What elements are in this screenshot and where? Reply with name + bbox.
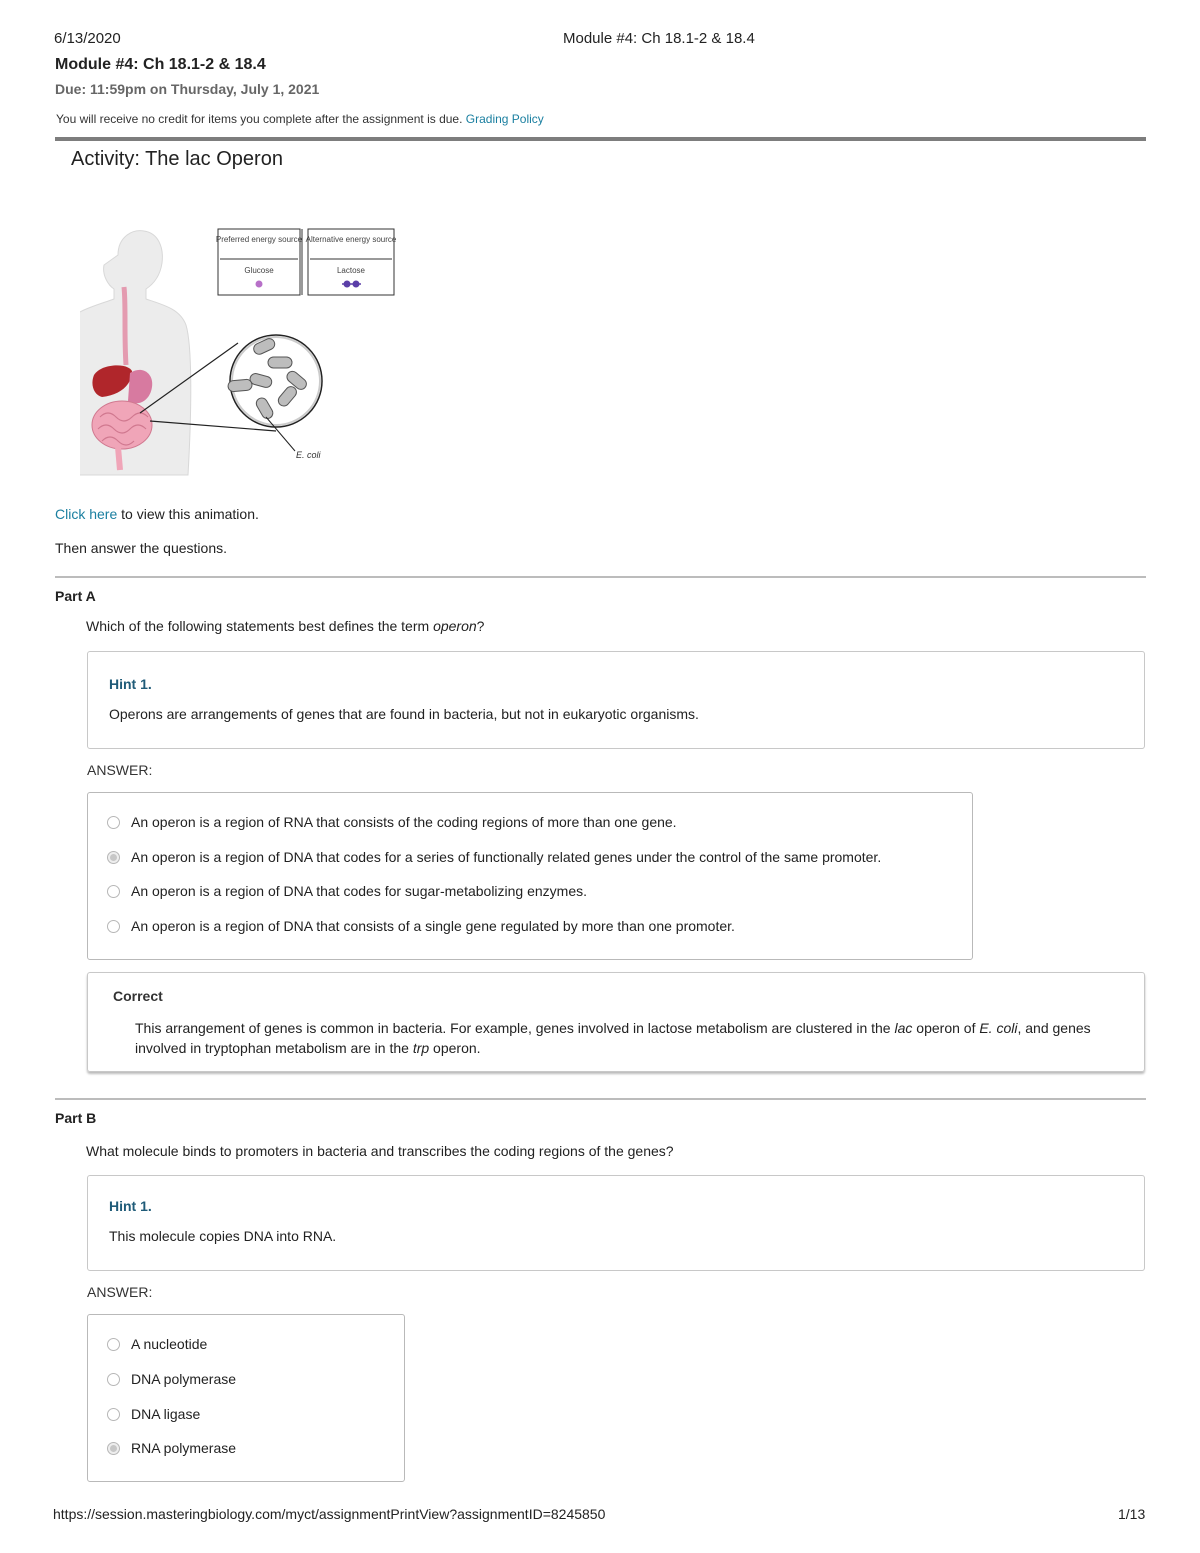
option-label: RNA polymerase <box>131 1440 237 1456</box>
part-b-question: What molecule binds to promoters in bacteria and transcribes the coding regions of the genes? <box>86 1143 674 1159</box>
part-a-question-term: operon <box>433 618 477 634</box>
part-b-hint[interactable] <box>87 1175 1145 1271</box>
part-a-option[interactable] <box>107 918 735 934</box>
feedback-title: Correct <box>113 988 163 1004</box>
part-b-hint-text: This molecule copies DNA into RNA. <box>109 1228 337 1244</box>
part-b-answer-label: ANSWER: <box>87 1284 153 1300</box>
ecoli-label: E. coli <box>296 450 321 460</box>
print-footer-url: https://session.masteringbiology.com/myct/assignmentPrintView?assignmentID=8245850 <box>53 1506 606 1522</box>
part-b-option[interactable] <box>107 1406 200 1422</box>
feedback-text: This arrangement of genes is common in bacteria. For example, genes involved in lactose metabolism are clustered in the lac operon of E. coli, and genes involved in tryptophan metabolism are in the trp operon. <box>135 1020 1091 1056</box>
radio-button[interactable] <box>107 920 120 933</box>
part-a-option[interactable] <box>107 849 881 865</box>
intestines <box>92 401 152 449</box>
radio-button-selected[interactable] <box>107 1442 120 1455</box>
lac-operon-figure <box>80 225 400 485</box>
part-b-option[interactable] <box>107 1371 236 1387</box>
option-label: An operon is a region of DNA that codes for sugar-metabolizing enzymes. <box>131 883 588 899</box>
part-b-option[interactable] <box>107 1440 236 1456</box>
part-a-hint[interactable] <box>87 651 1145 749</box>
part-a-label: Part A <box>55 588 96 604</box>
part-a-hint-title: Hint 1. <box>109 676 152 692</box>
answer-instruction: Then answer the questions. <box>55 540 227 556</box>
part-a-answer-label: ANSWER: <box>87 762 153 778</box>
part-a-question-text: Which of the following statements best defines the term <box>86 618 434 634</box>
part-b-divider <box>55 1098 1146 1100</box>
radio-button[interactable] <box>107 1338 120 1351</box>
credit-notice-text: You will receive no credit for items you complete after the assignment is due. <box>56 112 466 126</box>
module-title: Module #4: Ch 18.1-2 & 18.4 <box>55 56 266 73</box>
part-a-question <box>86 618 484 634</box>
part-b-label: Part B <box>55 1110 97 1126</box>
credit-notice <box>56 112 544 126</box>
due-date: Due: 11:59pm on Thursday, July 1, 2021 <box>55 81 320 97</box>
preferred-energy-label: Preferred energy source <box>215 235 303 244</box>
radio-button[interactable] <box>107 1373 120 1386</box>
alternative-energy-label: Alternative energy source <box>305 235 397 244</box>
part-a-divider <box>55 576 1146 578</box>
part-b-hint-title: Hint 1. <box>109 1198 152 1214</box>
header-divider <box>55 137 1146 141</box>
print-header-title: Module #4: Ch 18.1-2 & 18.4 <box>563 30 755 47</box>
part-a-option[interactable] <box>107 814 677 830</box>
animation-line <box>55 506 259 522</box>
part-a-feedback <box>87 972 1145 1072</box>
option-label: DNA ligase <box>131 1406 201 1422</box>
radio-button-selected[interactable] <box>107 851 120 864</box>
part-a-question-end: ? <box>476 618 485 634</box>
click-here-link[interactable]: Click here <box>55 506 118 522</box>
print-page-number: 1/13 <box>1118 1506 1146 1522</box>
glucose-label: Glucose <box>244 266 274 275</box>
part-a-hint-text: Operons are arrangements of genes that are found in bacteria, but not in eukaryotic organisms. <box>109 706 699 722</box>
option-label: An operon is a region of DNA that codes for a series of functionally related genes under the control of the same promoter. <box>131 849 882 865</box>
part-b-answer-box <box>87 1314 405 1482</box>
part-a-option[interactable] <box>107 883 587 899</box>
option-label: An operon is a region of DNA that consists of a single gene regulated by more than one promoter. <box>131 918 735 934</box>
option-label: DNA polymerase <box>131 1371 237 1387</box>
part-b-option[interactable] <box>107 1336 207 1352</box>
radio-button[interactable] <box>107 816 120 829</box>
glucose-molecule <box>256 281 263 288</box>
esophagus <box>124 287 126 365</box>
part-a-answer-box <box>87 792 973 960</box>
option-label: A nucleotide <box>131 1336 208 1352</box>
animation-line-text: to view this animation. <box>117 506 259 522</box>
grading-policy-link[interactable]: Grading Policy <box>465 112 544 126</box>
option-label: An operon is a region of RNA that consists of the coding regions of more than one gene. <box>131 814 677 830</box>
radio-button[interactable] <box>107 1408 120 1421</box>
print-date: 6/13/2020 <box>54 30 121 47</box>
radio-button[interactable] <box>107 885 120 898</box>
activity-title: Activity: The lac Operon <box>71 148 283 170</box>
lactose-label: Lactose <box>336 266 366 275</box>
